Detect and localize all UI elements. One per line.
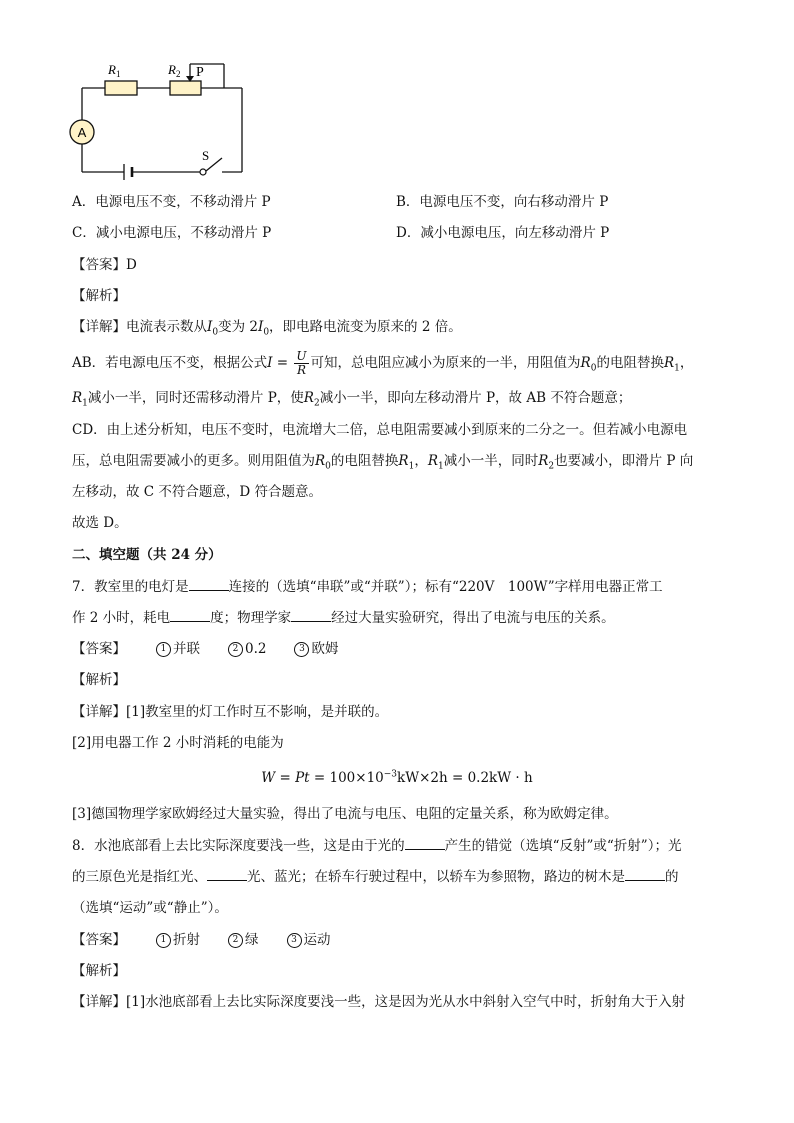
var-pt: Pt <box>295 770 310 786</box>
text: 光、蓝光；在轿车行驶过程中，以轿车为参照物，路边的树木是 <box>247 869 625 885</box>
sub: 1 <box>408 461 415 472</box>
switch-label: S <box>202 148 210 163</box>
sub: 1 <box>674 363 680 374</box>
circled-number: 1 <box>156 642 171 657</box>
denominator: R <box>296 363 306 377</box>
svg-text:R2 <box>167 62 180 79</box>
blank <box>189 578 229 591</box>
r1-label: R <box>108 62 116 77</box>
circled-number: 3 <box>287 933 302 948</box>
text: 8．水池底部看上去比实际深度要浅一些，这是由于光的 <box>72 838 405 854</box>
q7-line-2 <box>72 608 615 628</box>
text: ，即电路电流变为原来的 2 倍。 <box>269 319 462 335</box>
q6-answer: D <box>126 257 137 273</box>
q8-detail-1 <box>72 992 685 1012</box>
text: 减小一半，同时还需移动滑片 P，使 <box>87 390 304 406</box>
q8-answer-3: 运动 <box>303 932 331 948</box>
q8-line-3: （选填“运动”或“静止”）。 <box>72 900 228 916</box>
q7-answer-1: 并联 <box>173 641 200 657</box>
option-d: D．减小电源电压，向左移动滑片 P <box>396 225 610 241</box>
q7-answer-3: 欧姆 <box>311 641 339 657</box>
svg-text:R1 <box>107 62 120 79</box>
text: 减小一半，同时 <box>443 453 539 469</box>
detail-tag: 【详解】 <box>72 704 126 720</box>
text: ， <box>414 453 428 469</box>
var-r: R <box>398 453 409 469</box>
text: AB．若电源电压不变，根据公式 <box>72 355 268 371</box>
circled-number: 2 <box>228 642 243 657</box>
circled-number: 2 <box>228 933 243 948</box>
text: 变为 2 <box>218 319 258 335</box>
var-r: R <box>427 453 438 469</box>
text: ， <box>679 355 694 371</box>
text: 的电阻替换 <box>596 355 664 371</box>
sub: 2 <box>313 398 320 409</box>
r1-subscript: 1 <box>115 69 121 79</box>
detail-tag: 【详解】 <box>72 319 126 335</box>
text: [1]水池底部看上去比实际深度要浅一些，这是因为光从水中斜射入空气中时，折射角大于入射 <box>126 994 686 1010</box>
var-r: R <box>72 390 83 406</box>
text: 减小一半，即向左移动滑片 P，故 AB 不符合题意； <box>319 390 632 406</box>
q6-ab-line-2 <box>72 388 631 408</box>
q8-answer-1: 折射 <box>173 932 200 948</box>
var-i: I <box>207 319 213 335</box>
q7-answer-2: 0.2 <box>245 641 267 657</box>
blank <box>207 868 247 881</box>
text: 7．教室里的电灯是 <box>72 579 189 595</box>
text: 连接的（选填“串联”或“并联”）；标有“220V 100W”字样用电器正常工 <box>228 579 663 595</box>
sub: 1 <box>82 398 88 409</box>
var-w: W <box>261 770 276 786</box>
blank <box>291 609 331 622</box>
fraction-u-over-r <box>294 350 308 377</box>
var-r: R <box>303 390 314 406</box>
text: 的电阻替换 <box>330 453 399 469</box>
sub: 0 <box>590 363 597 374</box>
q7-equation <box>0 768 794 788</box>
text: 也要减小，即滑片 P 向 <box>554 453 694 469</box>
var-r: R <box>580 355 591 371</box>
answer-tag: 【答案】 <box>72 932 126 948</box>
option-b: B．电源电压不变，向右移动滑片 P <box>396 194 609 210</box>
sub: 2 <box>548 461 555 472</box>
rheostat-r2 <box>170 81 201 95</box>
circled-number: 1 <box>156 933 171 948</box>
switch-contact <box>200 169 206 175</box>
answer-tag: 【答案】 <box>72 641 126 657</box>
q7-answer-line <box>72 639 338 659</box>
option-a: A．电源电压不变，不移动滑片 P <box>72 194 271 210</box>
q6-analysis-tag: 【解析】 <box>72 288 126 304</box>
slider-label: P <box>196 65 204 80</box>
text: = <box>272 355 293 371</box>
text: 的三原色光是指红光、 <box>72 869 207 885</box>
sub: 1 <box>437 461 444 472</box>
sub: 0 <box>263 327 270 338</box>
text: 产生的错觉（选填“反射”或“折射”）；光 <box>444 838 682 854</box>
text: 作 2 小时，耗电 <box>72 610 171 626</box>
detail-tag: 【详解】 <box>72 994 126 1010</box>
text: = 100×10 <box>309 770 384 786</box>
q6-cd-line-1: CD．由上述分析知，电压不变时，电流增大二倍，总电阻需要减小到原来的二分之一。但若减小电源电 <box>72 422 688 438</box>
circuit-diagram <box>64 54 264 184</box>
text: 压，总电阻需要减小的更多。则用阻值为 <box>72 453 315 469</box>
circled-number: 3 <box>294 642 309 657</box>
text: 度；物理学家 <box>210 610 292 626</box>
sub: 0 <box>325 461 331 472</box>
q8-line-1 <box>72 836 681 856</box>
q7-detail-1 <box>72 702 388 722</box>
var-r: R <box>663 355 675 371</box>
q6-cd-line-2 <box>72 451 693 471</box>
var-r: R <box>315 453 326 469</box>
text: [1]教室里的灯工作时互不影响，是并联的。 <box>126 704 389 720</box>
q7-detail-2: [2]用电器工作 2 小时消耗的电能为 <box>72 735 284 751</box>
q6-cd-line-3: 左移动，故 C 不符合题意，D 符合题意。 <box>72 484 323 500</box>
q8-line-2 <box>72 867 679 887</box>
answer-tag: 【答案】 <box>72 257 126 273</box>
var-r: R <box>538 453 549 469</box>
blank <box>170 609 210 622</box>
text: kW×2h = 0.2kW · h <box>397 770 533 786</box>
q8-analysis-tag: 【解析】 <box>72 963 126 979</box>
exponent: −3 <box>383 769 398 780</box>
numerator: U <box>296 349 307 363</box>
r2-subscript: 2 <box>175 69 181 79</box>
q6-ab-line-1 <box>72 350 693 377</box>
q7-detail-3: [3]德国物理学家欧姆经过大量实验，得出了电流与电压、电阻的定量关系，称为欧姆定律。 <box>72 806 618 822</box>
var-i: I <box>267 355 273 371</box>
ammeter-label: A <box>77 125 87 140</box>
q6-detail-line-1 <box>72 317 462 337</box>
blank <box>405 837 445 850</box>
text: 电流表示数从 <box>126 319 207 335</box>
blank <box>625 868 665 881</box>
q7-line-1 <box>72 577 663 597</box>
text: 可知，总电阻应减小为原来的一半，用阻值为 <box>310 355 581 371</box>
q8-answer-line <box>72 930 331 950</box>
text: 经过大量实验研究，得出了电流与电压的关系。 <box>331 610 615 626</box>
text: 的 <box>665 869 679 885</box>
section-title: 二、填空题（共 24 分） <box>72 547 222 563</box>
q6-conclusion: 故选 D。 <box>72 515 128 531</box>
r2-label: R <box>168 62 176 77</box>
option-c: C．减小电源电压，不移动滑片 P <box>72 225 272 241</box>
q8-answer-2: 绿 <box>245 932 259 948</box>
q7-analysis-tag: 【解析】 <box>72 672 126 688</box>
q6-answer-line <box>72 255 137 275</box>
var-i: I <box>257 319 264 335</box>
resistor-r1 <box>105 81 137 95</box>
sub: 0 <box>212 327 219 338</box>
text: = <box>275 770 296 786</box>
